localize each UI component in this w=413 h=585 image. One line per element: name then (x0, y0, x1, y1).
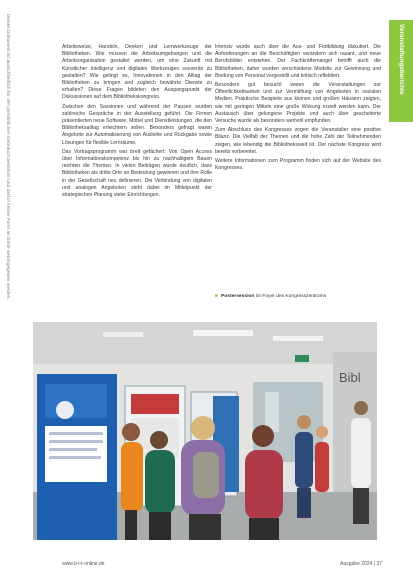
event-photo (33, 322, 377, 540)
article-left-column (62, 44, 212, 316)
paragraph: Intensiv wurde auch über die Aus- und Fortbildung diskutiert. Die Anforderungen an die Beschäftigten verändern sich rasant, und neue Berufsbilder entstehen. Der Fachkräftemangel betrifft auch die Bibliotheken, daher wurden verschiedene Modelle zur Gewinnung und Bindung von Personal vorgestellt und kritisch reflektiert. (215, 44, 381, 79)
section-tab (389, 20, 413, 122)
caption-marker-icon: ■ (215, 294, 218, 299)
side-legal-text: Dieses Dokument ist ausschließlich für den persönlichen Gebrauch bestimmt und darf in keiner Form an Dritte weitergegeben werden. (6, 14, 11, 300)
footer-issue-page: Ausgabe 2024 | 37 (340, 561, 382, 567)
section-tab-label: Veranstaltungsberichte (398, 24, 405, 95)
paragraph: Weitere Informationen zum Programm finden sich auf der Website des Kongresses. (215, 158, 381, 172)
paragraph: Besonders gut besucht waren die Veranstaltungen zur Öffentlichkeitsarbeit und zur Vermittlung von Angeboten in sozialen Medien. Praktische Beispiele aus kleinen und großen Häusern zeigten, wie mit geringen Mitteln eine große Wirkung erzielt werden kann. Der Austausch über gelungene Projekte und auch über gescheiterte Versuche wurde als besonders wertvoll empfunden. (215, 82, 381, 125)
paragraph: Zum Abschluss des Kongresses zogen die Veranstalter eine positive Bilanz. Die Vielfalt der Themen und die hohe Zahl der Teilnehmenden zeigen, wie lebendig die Bibliothekswelt ist. Der nächste Kongress wird bereits vorbereitet. (215, 127, 381, 155)
exit-sign-icon (295, 355, 309, 362)
paragraph: Arbeitsweise, Handeln, Denken und Lernwerkzeuge der Bibliotheken. Wie müssen die Arbeitsumgebungen und die Arbeitsorganisation gestaltet werden, um eine Zukunft mit Künstlicher Intelligenz und digitalen Werkzeugen souverän zu gestalten? Wie gelingt es, Innovationen in den Alltag der Bibliotheken zu bringen und zugleich bewährte Dienste zu erhalten? Diese Fragen bildeten den Ausgangspunkt der Diskussionen auf dem Bibliothekskongress. (62, 44, 212, 101)
footer-website: www.b-i-t-online.de (62, 561, 105, 567)
article-right-column (215, 44, 381, 276)
paragraph: Zwischen den Sessionen und während der Pausen wurden zahlreiche Gespräche in der Ausstellung geführt. Die Firmen präsentierten neue Software, Möbel und Dienstleistungen, die den Bibliotheksalltag erleichtern sollen. Besonders gefragt waren Angebote zur Automatisierung von Ausleihe und Rückgabe sowie Lösungen für flexible Lernräume. (62, 103, 212, 146)
caption-text: im Foyer des Kongresszentrums (255, 294, 327, 299)
event-photo-illustration (33, 322, 377, 540)
caption-label: Postersession (220, 294, 255, 299)
side-legal-strip (2, 14, 12, 574)
photo-caption (215, 294, 383, 301)
paragraph: Das Vortragsprogramm war breit gefächert: Von Open Access über Informationskompetenz bis hin zu nachhaltigem Bauen reichten die Themen. In vielen Beiträgen wurde deutlich, dass Bibliotheken als dritte Orte an Bedeutung gewinnen und ihre Rolle in der Gesellschaft neu definieren. Die Verbindung von digitalen und analogen Angeboten steht dabei im Mittelpunkt der strategischen Planung vieler Einrichtungen. (62, 148, 212, 199)
wall-sign-text: Bibl (339, 370, 361, 385)
